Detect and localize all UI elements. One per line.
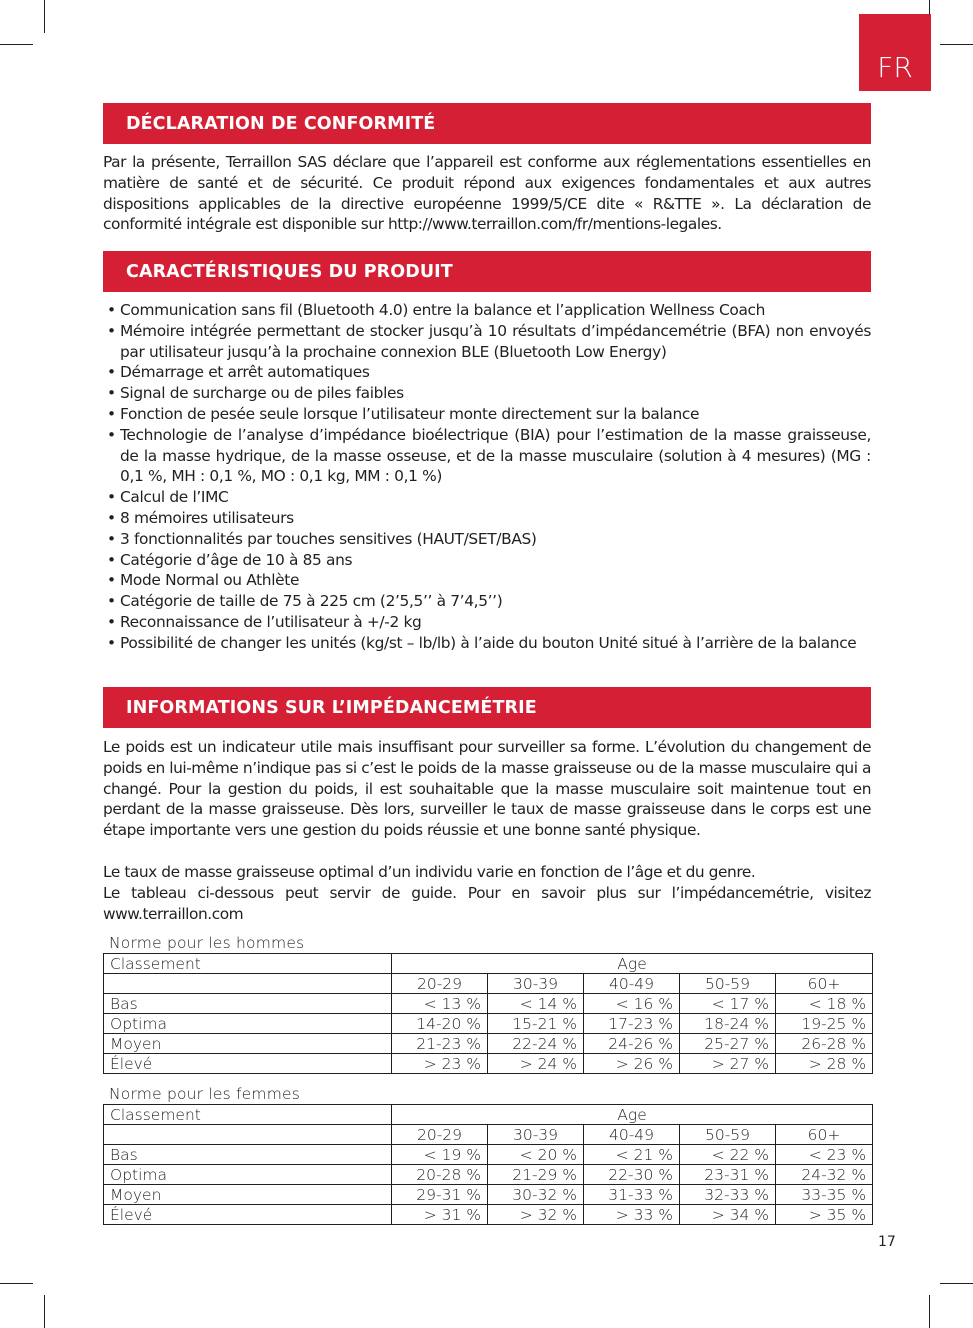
table-row	[104, 1185, 873, 1205]
table-cell: 22-30 %	[584, 1165, 680, 1185]
table-cell: Optima	[104, 1165, 392, 1185]
table-cell: > 33 %	[584, 1205, 680, 1225]
list-item: • Communication sans fil (Bluetooth 4.0) entre la balance et l’application Wellness Coach	[103, 300, 871, 321]
table-row	[104, 1165, 873, 1185]
table-cell: > 27 %	[680, 1054, 776, 1074]
crop-mark	[940, 1283, 973, 1284]
table-cell: 15-21 %	[488, 1014, 584, 1034]
list-item: • 3 fonctionnalités par touches sensitives (HAUT/SET/BAS)	[103, 529, 871, 550]
table-cell: 20-28 %	[392, 1165, 488, 1185]
table-cell: > 31 %	[392, 1205, 488, 1225]
page-number: 17	[878, 1234, 896, 1250]
table-cell: 31-33 %	[584, 1185, 680, 1205]
table-cell: Moyen	[104, 1034, 392, 1054]
table-cell: 17-23 %	[584, 1014, 680, 1034]
table-header-row	[104, 1105, 873, 1125]
column-header: Classement	[104, 954, 392, 974]
impedance-paragraph-1: Le poids est un indicateur utile mais insuffisant pour surveiller sa forme. L’évolution du changement de poids en lui-même n’indique pas si c’est le poids de la masse graisseuse ou de la masse musculaire qui a changé. Pour la gestion du poids, il est souhaitable que la masse musculaire soit maintenue tout en perdant de la masse graisseuse. Dès lors, surveiller le taux de masse graisseuse dans le corps est une étape importante vers une gestion du poids réussie et une bonne santé physique.	[103, 738, 871, 840]
section-title-declaration: DÉCLARATION DE CONFORMITÉ	[103, 103, 871, 144]
list-item: • Calcul de l’IMC	[103, 487, 871, 508]
table-cell	[104, 974, 392, 994]
table-cell: 25-27 %	[680, 1034, 776, 1054]
table-cell: 50-59	[680, 1125, 776, 1145]
table-cell: 40-49	[584, 1125, 680, 1145]
table-row	[104, 1014, 873, 1034]
list-item: • Reconnaissance de l’utilisateur à +/-2 kg	[103, 612, 871, 633]
table-cell: 30-39	[488, 974, 584, 994]
table-cell: 23-31 %	[680, 1165, 776, 1185]
table-caption-women: Norme pour les femmes	[109, 1085, 301, 1103]
table-cell: 20-29	[392, 974, 488, 994]
list-item: • Catégorie de taille de 75 à 225 cm (2’5,5’’ à 7’4,5’’)	[103, 591, 871, 612]
table-cell: 14-20 %	[392, 1014, 488, 1034]
table-cell: 30-32 %	[488, 1185, 584, 1205]
table-cell: 40-49	[584, 974, 680, 994]
crop-mark	[0, 44, 33, 45]
table-cell: > 34 %	[680, 1205, 776, 1225]
table-cell: 22-24 %	[488, 1034, 584, 1054]
crop-mark	[44, 1295, 45, 1328]
crop-mark	[940, 44, 973, 45]
table-cell: > 24 %	[488, 1054, 584, 1074]
table-cell: Élevé	[104, 1054, 392, 1074]
crop-mark	[929, 1295, 930, 1328]
table-cell: 21-23 %	[392, 1034, 488, 1054]
section-title-features: CARACTÉRISTIQUES DU PRODUIT	[103, 251, 871, 292]
table-cell: < 13 %	[392, 994, 488, 1014]
table-cell: < 21 %	[584, 1145, 680, 1165]
table-cell: > 23 %	[392, 1054, 488, 1074]
table-row	[104, 1205, 873, 1225]
list-item: • Mémoire intégrée permettant de stocker jusqu’à 10 résultats d’impédancemétrie (BFA) non envoyés par utilisateur jusqu’à la prochaine connexion BLE (Bluetooth Low Energy)	[103, 321, 871, 363]
table-row	[104, 1145, 873, 1165]
table-row	[104, 1034, 873, 1054]
table-row	[104, 1054, 873, 1074]
table-cell: 60+	[776, 1125, 873, 1145]
table-cell: Optima	[104, 1014, 392, 1034]
norm-table-men	[103, 953, 873, 1074]
table-cell: < 23 %	[776, 1145, 873, 1165]
table-cell: < 20 %	[488, 1145, 584, 1165]
table-cell	[104, 1125, 392, 1145]
table-cell: > 32 %	[488, 1205, 584, 1225]
column-header: Age	[392, 1105, 873, 1125]
table-cell: 29-31 %	[392, 1185, 488, 1205]
table-cell: 19-25 %	[776, 1014, 873, 1034]
crop-mark	[0, 1283, 33, 1284]
table-cell: 60+	[776, 974, 873, 994]
impedance-paragraph-2: Le taux de masse graisseuse optimal d’un individu varie en fonction de l’âge et du genre.	[103, 863, 756, 881]
table-age-row	[104, 1125, 873, 1145]
list-item: • Mode Normal ou Athlète	[103, 570, 871, 591]
language-tab: FR	[859, 14, 931, 91]
table-cell: 24-26 %	[584, 1034, 680, 1054]
column-header: Classement	[104, 1105, 392, 1125]
table-cell: 50-59	[680, 974, 776, 994]
table-cell: Bas	[104, 1145, 392, 1165]
table-cell: 20-29	[392, 1125, 488, 1145]
table-header-row	[104, 954, 873, 974]
table-cell: < 16 %	[584, 994, 680, 1014]
list-item: • Démarrage et arrêt automatiques	[103, 362, 871, 383]
table-cell: < 18 %	[776, 994, 873, 1014]
table-cell: Élevé	[104, 1205, 392, 1225]
table-row	[104, 994, 873, 1014]
impedance-paragraph-3: Le tableau ci-dessous peut servir de guide. Pour en savoir plus sur l’impédancemétrie, visitez www.terraillon.com	[103, 884, 871, 923]
table-cell: 26-28 %	[776, 1034, 873, 1054]
table-cell: 18-24 %	[680, 1014, 776, 1034]
table-cell: Moyen	[104, 1185, 392, 1205]
table-cell: Bas	[104, 994, 392, 1014]
norm-table-women	[103, 1104, 873, 1225]
table-cell: > 28 %	[776, 1054, 873, 1074]
section-title-impedance: INFORMATIONS SUR L’IMPÉDANCEMÉTRIE	[103, 687, 871, 728]
list-item: • Fonction de pesée seule lorsque l’utilisateur monte directement sur la balance	[103, 404, 871, 425]
declaration-text: Par la présente, Terraillon SAS déclare que l’appareil est conforme aux réglementations essentielles en matière de santé et de sécurité. Ce produit répond aux exigences fondamentales et aux autres dispositions applicables de la directive européenne 1999/5/CE dite « R&TTE ». La déclaration de conformité intégrale est disponible sur http://www.terraillon.com/fr/mentions-legales.	[103, 153, 871, 234]
table-cell: < 22 %	[680, 1145, 776, 1165]
table-cell: > 35 %	[776, 1205, 873, 1225]
table-cell: 33-35 %	[776, 1185, 873, 1205]
list-item: • Possibilité de changer les unités (kg/st – lb/lb) à l’aide du bouton Unité situé à l’arrière de la balance	[103, 633, 871, 654]
table-cell: > 26 %	[584, 1054, 680, 1074]
table-age-row	[104, 974, 873, 994]
table-cell: < 14 %	[488, 994, 584, 1014]
list-item: • 8 mémoires utilisateurs	[103, 508, 871, 529]
table-cell: < 19 %	[392, 1145, 488, 1165]
list-item: • Catégorie d’âge de 10 à 85 ans	[103, 550, 871, 571]
table-cell: 24-32 %	[776, 1165, 873, 1185]
table-cell: < 17 %	[680, 994, 776, 1014]
features-list	[103, 300, 871, 654]
list-item: • Signal de surcharge ou de piles faibles	[103, 383, 871, 404]
list-item: • Technologie de l’analyse d’impédance bioélectrique (BIA) pour l’estimation de la masse graisseuse, de la masse hydrique, de la masse osseuse, et de la masse musculaire (solution à 4 mesures) (MG : 0,1 %, MH : 0,1 %, MO : 0,1 kg, MM : 0,1 %)	[103, 425, 871, 487]
table-caption-men: Norme pour les hommes	[109, 934, 305, 952]
crop-mark	[44, 0, 45, 33]
table-cell: 32-33 %	[680, 1185, 776, 1205]
table-cell: 30-39	[488, 1125, 584, 1145]
column-header: Age	[392, 954, 873, 974]
table-cell: 21-29 %	[488, 1165, 584, 1185]
